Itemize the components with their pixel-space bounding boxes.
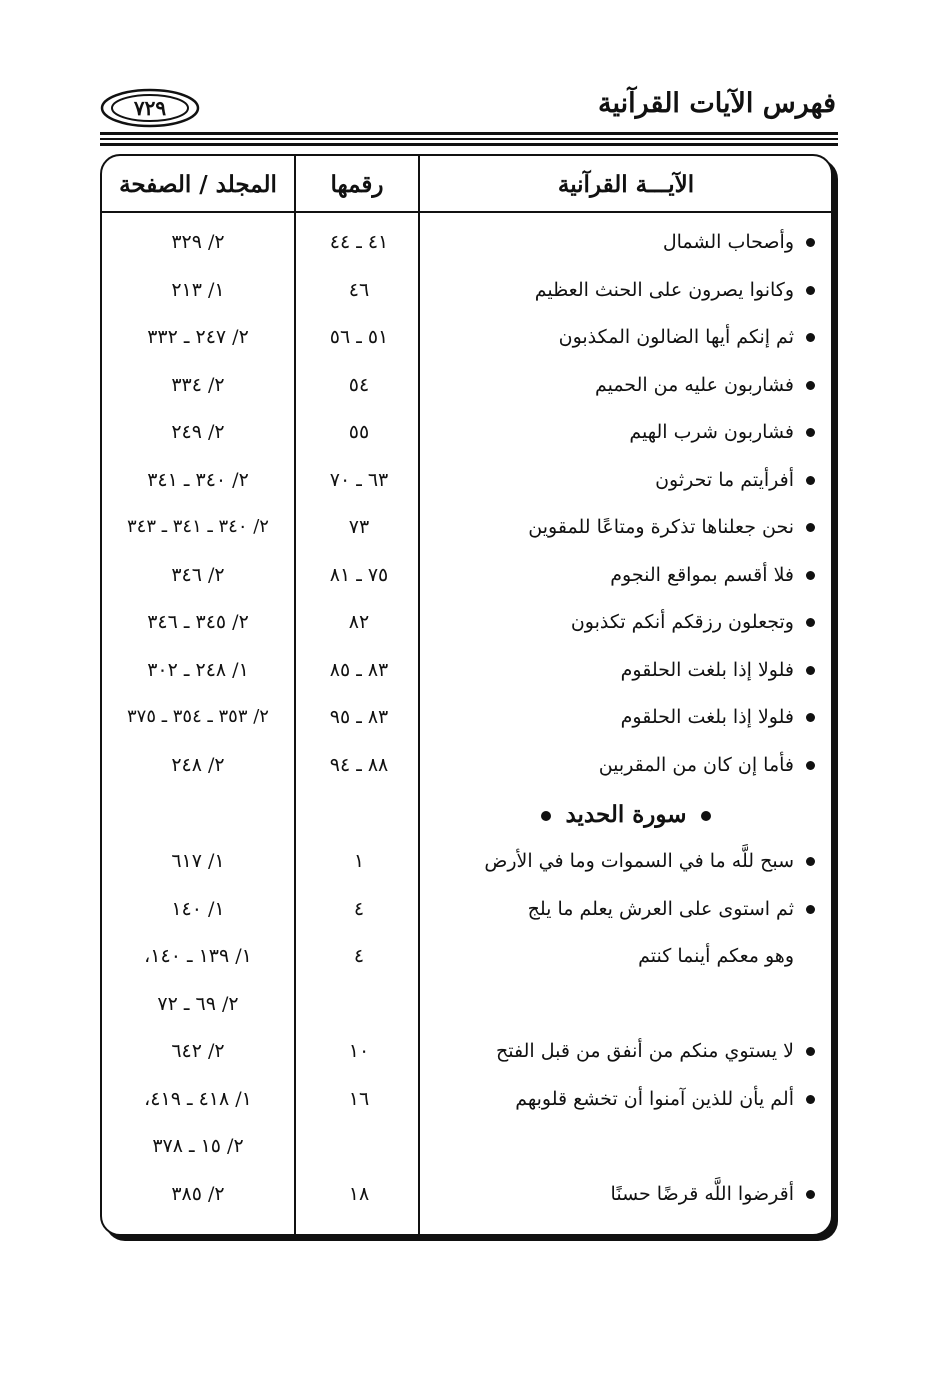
- verse-number: ٥٥: [348, 421, 370, 443]
- column-header-verse: الآيـــة القرآنية: [557, 171, 695, 198]
- verse-text: وكانوا يصرون على الحنث العظيم: [534, 278, 794, 301]
- verse-text: فلولا إذا بلغت الحلقوم: [620, 658, 794, 681]
- surah-title: سورة الحديد: [565, 801, 687, 828]
- verse-number: ٤١ ـ ٤٤: [329, 231, 389, 253]
- bullet-icon: [806, 618, 815, 627]
- verse-text: فشاربون عليه من الحميم: [594, 373, 794, 396]
- verse-number: ٧٥ ـ ٨١: [329, 563, 389, 586]
- volume-page-ref: ٢/ ٢٤٩: [171, 421, 225, 443]
- bullet-icon: [806, 905, 815, 914]
- bullet-icon: [806, 238, 815, 247]
- verse-number: ٨٢: [348, 611, 370, 633]
- verse-number: ١: [353, 850, 365, 872]
- bullet-icon: [701, 811, 711, 821]
- bullet-icon: [806, 286, 815, 295]
- bullet-icon: [806, 1190, 815, 1199]
- verse-number: ٤: [353, 945, 365, 967]
- volume-page-ref: ٢/ ٣٥٣ ـ ٣٥٤ ـ ٣٧٥: [127, 706, 269, 727]
- volume-page-ref: ٢/ ٢٤٨: [171, 753, 225, 776]
- verse-text: وتجعلون رزقكم أنكم تكذبون: [570, 611, 794, 633]
- bullet-icon: [806, 523, 815, 532]
- bullet-icon: [806, 428, 815, 437]
- verse-text: فأما إن كان من المقربين: [598, 753, 794, 776]
- verse-text: نحن جعلناها تذكرة ومتاعًا للمقوين: [528, 516, 794, 538]
- verse-text: ثم إنكم أيها الضالون المكذبون: [558, 326, 794, 348]
- verse-number: ٤٦: [348, 278, 370, 301]
- volume-page-ref: ١/ ٦١٧: [171, 850, 225, 872]
- volume-page-ref: ١/ ١٣٩ ـ ١٤٠،: [144, 945, 252, 967]
- verse-text: فلا أقسم بمواقع النجوم: [610, 563, 794, 586]
- surah-heading: [420, 795, 832, 835]
- bullet-icon: [806, 333, 815, 342]
- bullet-icon: [806, 476, 815, 485]
- bullet-icon: [806, 1047, 815, 1056]
- verse-text: وأصحاب الشمال: [662, 231, 794, 253]
- page-number-badge: [100, 88, 200, 128]
- volume-page-ref: ٢/ ٣٣٤: [171, 373, 225, 396]
- verse-text: وهو معكم أينما كنتم: [638, 945, 794, 967]
- header-rule: [100, 132, 838, 148]
- volume-page-ref: ٢/ ٦٤٢: [171, 1040, 225, 1062]
- bullet-icon: [806, 761, 815, 770]
- volume-page-ref: ١/ ٢١٣: [171, 278, 225, 301]
- verse-number: ١٠: [348, 1040, 370, 1062]
- verse-number: ١٦: [348, 1087, 370, 1110]
- verse-text: أفرأيتم ما تحرثون: [655, 468, 794, 491]
- verse-number: ٤: [353, 897, 365, 920]
- verse-number: ١٨: [348, 1182, 370, 1205]
- volume-page-ref: ٢/ ٢٤٧ ـ ٣٣٢: [147, 326, 249, 348]
- verse-text: لا يستوي منكم من أنفق من قبل الفتح: [495, 1040, 794, 1062]
- bullet-icon: [541, 811, 551, 821]
- volume-page-ref: ٢/ ٣٤٠ ـ ٣٤١ ـ ٣٤٣: [127, 516, 269, 537]
- page-title: فهرس الآيات القرآنية: [598, 88, 836, 119]
- volume-page-ref: ١/ ١٤٠: [171, 897, 225, 920]
- bullet-icon: [806, 713, 815, 722]
- volume-page-ref: ٢/ ٣٨٥: [171, 1182, 225, 1205]
- verse-number: ٧٣: [348, 516, 370, 538]
- verse-number: ٨٣ ـ ٨٥: [329, 658, 389, 681]
- verse-text: أقرضوا اللَّه قرضًا حسنًا: [610, 1182, 794, 1205]
- verse-number: ٥١ ـ ٥٦: [329, 326, 389, 348]
- verse-text: فشاربون شرب الهيم: [629, 421, 794, 443]
- bullet-icon: [806, 571, 815, 580]
- volume-page-ref: ١/ ٢٤٨ ـ ٣٠٢: [147, 658, 249, 681]
- column-header-number: رقمها: [330, 171, 384, 198]
- page-number: ٧٢٩: [133, 96, 167, 120]
- verse-text: ثم استوى على العرش يعلم ما يلج: [527, 897, 794, 920]
- verse-text: ألم يأن للذين آمنوا أن تخشع قلوبهم: [515, 1087, 794, 1110]
- column-divider: [418, 154, 420, 1236]
- bullet-icon: [806, 857, 815, 866]
- volume-page-ref: ٢/ ١٥ ـ ٣٧٨: [152, 1135, 244, 1157]
- volume-page-ref: ٢/ ٣٤٠ ـ ٣٤١: [147, 468, 249, 491]
- volume-page-ref: ١/ ٤١٨ ـ ٤١٩،: [144, 1087, 252, 1110]
- bullet-icon: [806, 1095, 815, 1104]
- verse-number: ٦٣ ـ ٧٠: [329, 468, 389, 491]
- volume-page-ref: ٢/ ٦٩ ـ ٧٢: [157, 992, 239, 1015]
- volume-page-ref: ٢/ ٣٤٥ ـ ٣٤٦: [147, 611, 249, 633]
- verse-text: فلولا إذا بلغت الحلقوم: [620, 706, 794, 728]
- volume-page-ref: ٢/ ٣٢٩: [171, 231, 225, 253]
- volume-page-ref: ٢/ ٣٤٦: [171, 563, 225, 586]
- bullet-icon: [806, 381, 815, 390]
- verse-number: ٨٨ ـ ٩٤: [329, 753, 389, 776]
- verse-number: ٨٣ ـ ٩٥: [329, 706, 389, 728]
- verse-text: سبح للَّه ما في السموات وما في الأرض: [484, 850, 794, 872]
- column-divider: [294, 154, 296, 1236]
- verse-number: ٥٤: [348, 373, 370, 396]
- header-divider: [100, 211, 833, 213]
- bullet-icon: [806, 666, 815, 675]
- column-header-volume-page: المجلد / الصفحة: [119, 171, 277, 198]
